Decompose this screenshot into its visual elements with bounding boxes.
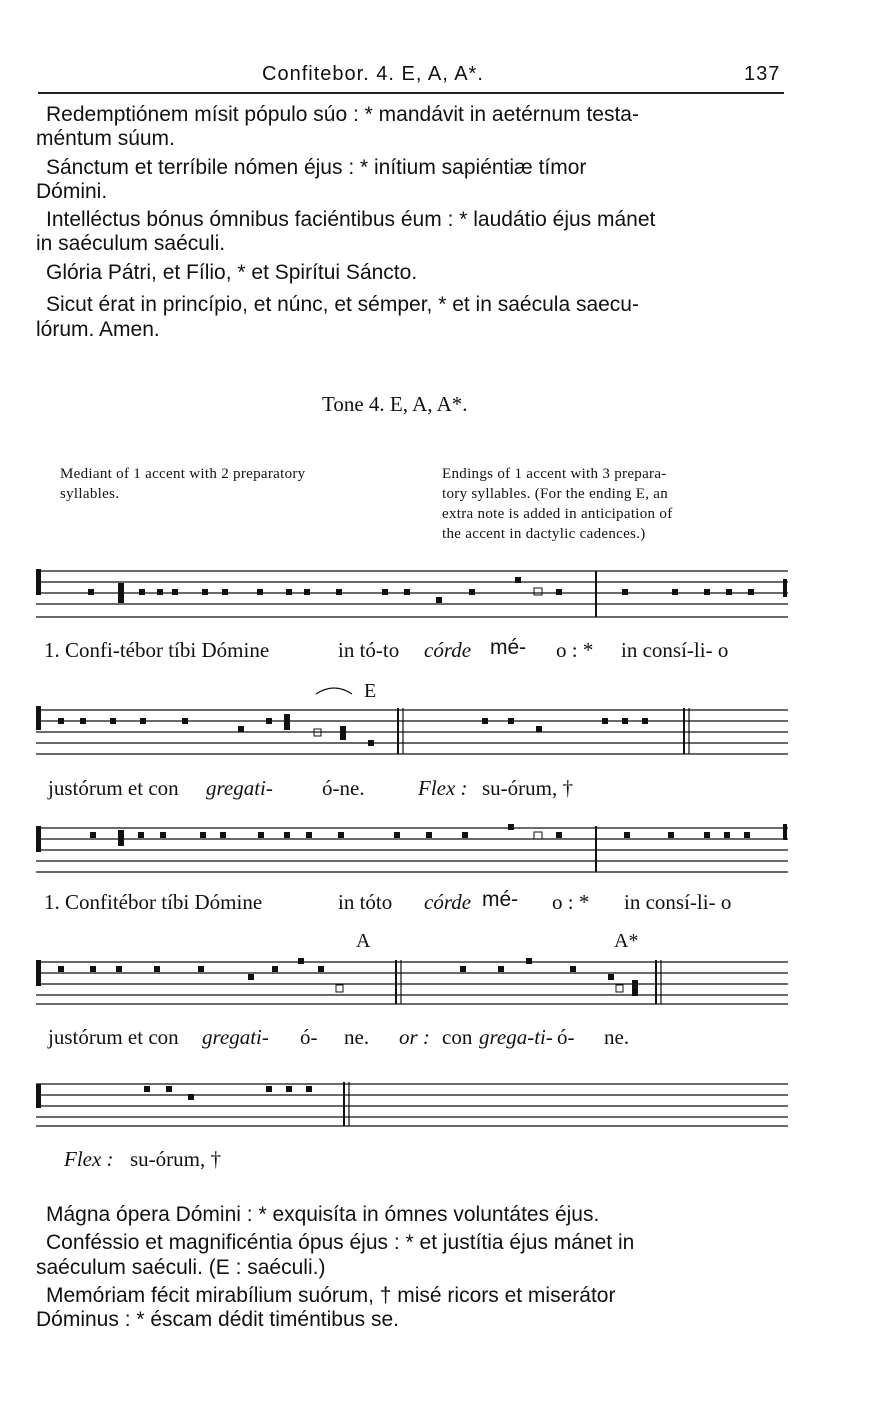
verse-4-line-1: Memóriam fécit mirabílium suórum, † misé ricors et miserátor xyxy=(46,1284,616,1307)
ending-e-label: E xyxy=(364,680,377,702)
lyric-4-part-i: ne. xyxy=(604,1025,630,1049)
lyric-4-part-e: or : xyxy=(399,1025,430,1049)
verse-8-line-2: méntum súum. xyxy=(36,127,175,150)
mediant-note-line-1: Mediant of 1 accent with 2 preparatory xyxy=(60,466,306,482)
slur-mark xyxy=(314,686,354,696)
lyric-4-part-d: ne. xyxy=(344,1025,370,1049)
lyric-3-part-c: córde xyxy=(424,890,472,914)
lyric-1-part-f: in consí-li- o xyxy=(621,638,729,662)
verse-11-line-1: Glória Pátri, et Fílio, * et Spirítui Sáncto. xyxy=(46,261,418,284)
verse-8-line-1: Redemptiónem mísit pópulo súo : * mandávit in aetérnum testa- xyxy=(46,103,639,126)
verse-10-line-2: in saéculum saéculi. xyxy=(36,232,226,255)
verse-3-line-1: Conféssio et magnificéntia ópus éjus : * et justítia éjus mánet in xyxy=(46,1231,635,1254)
verse-12-line-2: lórum. Amen. xyxy=(36,318,160,341)
lyric-1-part-e: o : * xyxy=(556,638,594,662)
ending-a-star-label: A* xyxy=(614,930,639,952)
verse-4-line-2: Dóminus : * éscam dédit timéntibus se. xyxy=(36,1308,399,1331)
flex-label-1: Flex : xyxy=(418,776,468,800)
verse-3-line-2: saéculum saéculi. (E : saéculi.) xyxy=(36,1256,326,1279)
lyric-4-part-g: grega-ti- xyxy=(479,1025,553,1049)
tone-title: Tone 4. E, A, A*. xyxy=(322,392,468,416)
page-number: 137 xyxy=(744,63,781,85)
lyric-2-part-c: ó-ne. xyxy=(322,776,365,800)
lyric-1-part-c: córde xyxy=(424,638,472,662)
staff-5 xyxy=(36,1078,788,1128)
header-rule xyxy=(38,92,784,94)
lyric-4-part-a: justórum et con xyxy=(48,1025,179,1049)
lyric-4-part-c: ó- xyxy=(300,1025,318,1049)
flex-text-1: su-órum, † xyxy=(482,776,573,800)
endings-note-line-3: extra note is added in anticipation of xyxy=(442,506,673,522)
endings-note-line-1: Endings of 1 accent with 3 prepara- xyxy=(442,466,667,482)
verse-10-line-1: Intelléctus bónus ómnibus faciéntibus éum : * laudátio éjus mánet xyxy=(46,208,656,231)
verse-9-line-2: Dómini. xyxy=(36,180,108,203)
verse-12-line-1: Sicut érat in princípio, et núnc, et sémper, * et in saécula saecu- xyxy=(46,293,639,316)
lyric-1-part-d: mé- xyxy=(490,636,527,659)
lyric-4-part-h: ó- xyxy=(557,1025,575,1049)
flex-label-2: Flex : xyxy=(64,1147,114,1171)
lyric-3-part-a: 1. Confitébor tíbi Dómine xyxy=(44,890,263,914)
staff-1 xyxy=(36,565,788,623)
lyric-3-part-d: mé- xyxy=(482,888,519,911)
endings-note-line-2: tory syllables. (For the ending E, an xyxy=(442,486,669,502)
verse-9-line-1: Sánctum et terríbile nómen éjus : * inítium sapiéntiæ tímor xyxy=(46,156,587,179)
lyric-3-part-b: in tóto xyxy=(338,890,393,914)
endings-note-line-4: the accent in dactylic cadences.) xyxy=(442,526,646,542)
staff-2 xyxy=(36,704,788,756)
lyric-4-part-b: gregati- xyxy=(202,1025,269,1049)
lyric-2-part-b: gregati- xyxy=(206,776,273,800)
lyric-1-part-a: 1. Confi-tébor tíbi Dómine xyxy=(44,638,270,662)
verse-2-line-1: Mágna ópera Dómini : * exquisíta in ómnes voluntátes éjus. xyxy=(46,1203,600,1226)
staff-4 xyxy=(36,956,788,1006)
running-title: Confitebor. 4. E, A, A*. xyxy=(262,63,484,85)
ending-a-label: A xyxy=(356,930,371,952)
flex-text-2: su-órum, † xyxy=(130,1147,221,1171)
lyric-1-part-b: in tó-to xyxy=(338,638,400,662)
mediant-note-line-2: syllables. xyxy=(60,486,120,502)
lyric-3-part-e: o : * xyxy=(552,890,590,914)
lyric-2-part-a: justórum et con xyxy=(48,776,179,800)
lyric-4-part-f: con xyxy=(442,1025,473,1049)
staff-3 xyxy=(36,822,788,874)
lyric-3-part-f: in consí-li- o xyxy=(624,890,732,914)
